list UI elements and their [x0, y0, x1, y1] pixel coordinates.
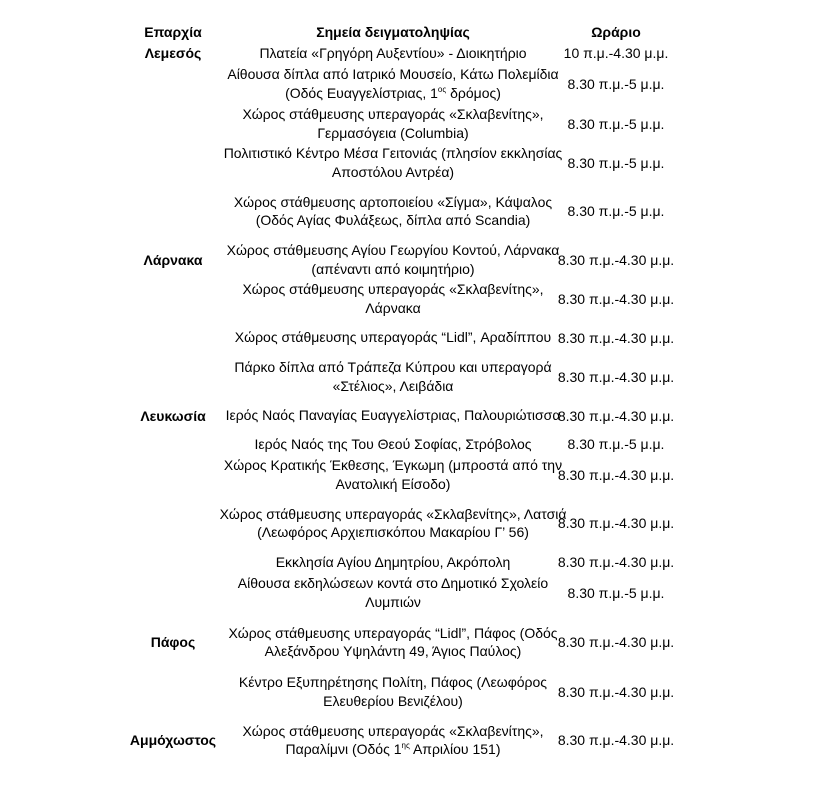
district-cell: Αμμόχωστος	[129, 732, 217, 748]
table-row	[0, 613, 828, 671]
location-cell: Εκκλησία Αγίου Δημητρίου, Ακρόπολη	[275, 553, 511, 570]
hours-cell: 8.30 π.μ.-4.30 μ.μ.	[557, 407, 675, 424]
table-header-row	[0, 22, 828, 42]
table-row	[0, 318, 828, 357]
district-cell	[113, 318, 233, 357]
hours-cell: 8.30 π.μ.-4.30 μ.μ.	[557, 290, 675, 307]
location-cell	[218, 64, 568, 103]
hours-cell: 8.30 π.μ.-4.30 μ.μ.	[557, 683, 675, 700]
hours-cell: 10 π.μ.-4.30 μ.μ.	[563, 45, 669, 61]
district-cell	[113, 435, 233, 453]
hours-cell: 8.30 π.μ.-4.30 μ.μ.	[557, 368, 675, 385]
hours-cell: 8.30 π.μ.-5 μ.μ.	[567, 584, 665, 601]
location-text-tail: Απριλίου 151)	[409, 741, 501, 757]
district-cell: Πάφος	[150, 634, 196, 650]
location-text	[218, 65, 568, 102]
ordinal-superscript: ος	[437, 84, 447, 94]
table-row	[0, 455, 828, 494]
location-cell: Ιερός Ναός Παναγίας Ευαγγελίστριας, Παλουριώτισσα	[225, 407, 561, 424]
header-hours: Ωράριο	[591, 24, 641, 40]
district-cell	[113, 143, 233, 182]
hours-cell: 8.30 π.μ.-5 μ.μ.	[567, 154, 665, 171]
district-cell	[113, 553, 233, 571]
location-cell: Χώρος στάθμευσης Αγίου Γεωργίου Κοντού, Λάρνακα (απέναντι από κοιμητήριο)	[226, 242, 560, 277]
header-district: Επαρχία	[144, 24, 202, 40]
location-cell: Ιερός Ναός της Του Θεού Σοφίας, Στρόβολος	[254, 435, 532, 452]
hours-cell: 8.30 π.μ.-4.30 μ.μ.	[557, 466, 675, 483]
district-cell: Λευκωσία	[140, 407, 206, 424]
district-cell	[113, 494, 233, 552]
table-row	[0, 494, 828, 552]
district-cell	[113, 357, 233, 396]
location-text-main: Αίθουσα δίπλα από Ιατρικό Μουσείο, Κάτω Πολεμίδια (Οδός Ευαγγελίστριας, 1	[227, 66, 559, 101]
table-row	[0, 672, 828, 711]
table-row	[0, 182, 828, 240]
district-cell	[113, 573, 233, 612]
location-cell: Πάρκο δίπλα από Τράπεζα Κύπρου και υπεραγορά «Στέλιος», Λειβάδια	[234, 359, 552, 394]
location-cell: Χώρος στάθμευσης αρτοποιείου «Σίγμα», Κάψαλος (Οδός Αγίας Φυλάξεως, δίπλα από Scandia)	[233, 193, 553, 228]
district-cell: Λάρνακα	[143, 251, 203, 268]
district-cell	[113, 279, 233, 318]
table-row	[0, 573, 828, 612]
ordinal-superscript: ης	[401, 741, 410, 750]
location-cell: Χώρος στάθμευσης υπεραγοράς «Σκλαβενίτης», Γερμασόγεια (Columbia)	[242, 106, 544, 141]
location-cell: Χώρος στάθμευσης υπεραγοράς «Σκλαβενίτης», Λάρνακα	[242, 281, 544, 316]
header-location: Σημεία δειγματοληψίας	[316, 23, 470, 40]
hours-cell: 8.30 π.μ.-4.30 μ.μ.	[557, 554, 675, 570]
table-row	[0, 240, 828, 279]
location-text-tail: δρόμος)	[446, 84, 501, 101]
location-cell: Χώρος στάθμευσης υπεραγοράς “Lidl”, Αραδίππου	[234, 329, 552, 346]
hours-cell: 8.30 π.μ.-4.30 μ.μ.	[557, 732, 675, 748]
district-cell	[113, 104, 233, 143]
location-text-main: Χώρος στάθμευσης υπεραγοράς «Σκλαβενίτης», Παραλίμνι (Οδός 1	[242, 722, 544, 757]
district-cell	[113, 182, 233, 240]
location-cell: Χώρος Κρατικής Έκθεσης, Έγκωμη (μπροστά από την Ανατολική Είσοδο)	[223, 457, 563, 492]
table-row	[0, 711, 828, 769]
location-cell: Κέντρο Εξυπηρέτησης Πολίτη, Πάφος (Λεωφόρος Ελευθερίου Βενιζέλου)	[238, 674, 548, 709]
table-row	[0, 104, 828, 143]
location-cell: Πολιτιστικό Κέντρο Μέσα Γειτονιάς (πλησίον εκκλησίας Αποστόλου Αντρέα)	[223, 145, 563, 180]
location-text	[218, 722, 568, 759]
location-cell	[218, 711, 568, 769]
district-cell	[113, 64, 233, 103]
location-cell: Αίθουσα εκδηλώσεων κοντά στο Δημοτικό Σχολείο Λυμπιών	[237, 575, 549, 610]
hours-cell: 8.30 π.μ.-5 μ.μ.	[567, 115, 665, 132]
table-row	[0, 357, 828, 396]
table-row	[0, 435, 828, 453]
district-cell: Λεμεσός	[144, 45, 202, 61]
district-cell	[113, 672, 233, 711]
location-cell: Χώρος στάθμευσης υπεραγοράς «Σκλαβενίτης», Λατσιά (Λεωφόρος Αρχιεπισκόπου Μακαρίου Γ’ 56)	[219, 505, 567, 540]
table-row	[0, 44, 828, 62]
hours-cell: 8.30 π.μ.-5 μ.μ.	[567, 203, 665, 219]
table-row	[0, 143, 828, 182]
hours-cell: 8.30 π.μ.-4.30 μ.μ.	[557, 634, 675, 650]
table-row	[0, 279, 828, 318]
hours-cell: 8.30 π.μ.-4.30 μ.μ.	[557, 251, 675, 268]
hours-cell: 8.30 π.μ.-4.30 μ.μ.	[557, 515, 675, 531]
hours-cell: 8.30 π.μ.-4.30 μ.μ.	[557, 329, 675, 346]
hours-cell: 8.30 π.μ.-5 μ.μ.	[567, 75, 665, 92]
location-cell: Χώρος στάθμευσης υπεραγοράς “Lidl”, Πάφος (Οδός Αλεξάνδρου Υψηλάντη 49, Άγιος Παύλος)	[228, 624, 558, 659]
district-cell	[113, 455, 233, 494]
hours-cell: 8.30 π.μ.-5 μ.μ.	[567, 436, 665, 452]
table-row	[0, 396, 828, 435]
location-cell: Πλατεία «Γρηγόρη Αυξεντίου» - Διοικητήριο	[259, 44, 527, 61]
table-row	[0, 553, 828, 571]
table-row	[0, 64, 828, 103]
